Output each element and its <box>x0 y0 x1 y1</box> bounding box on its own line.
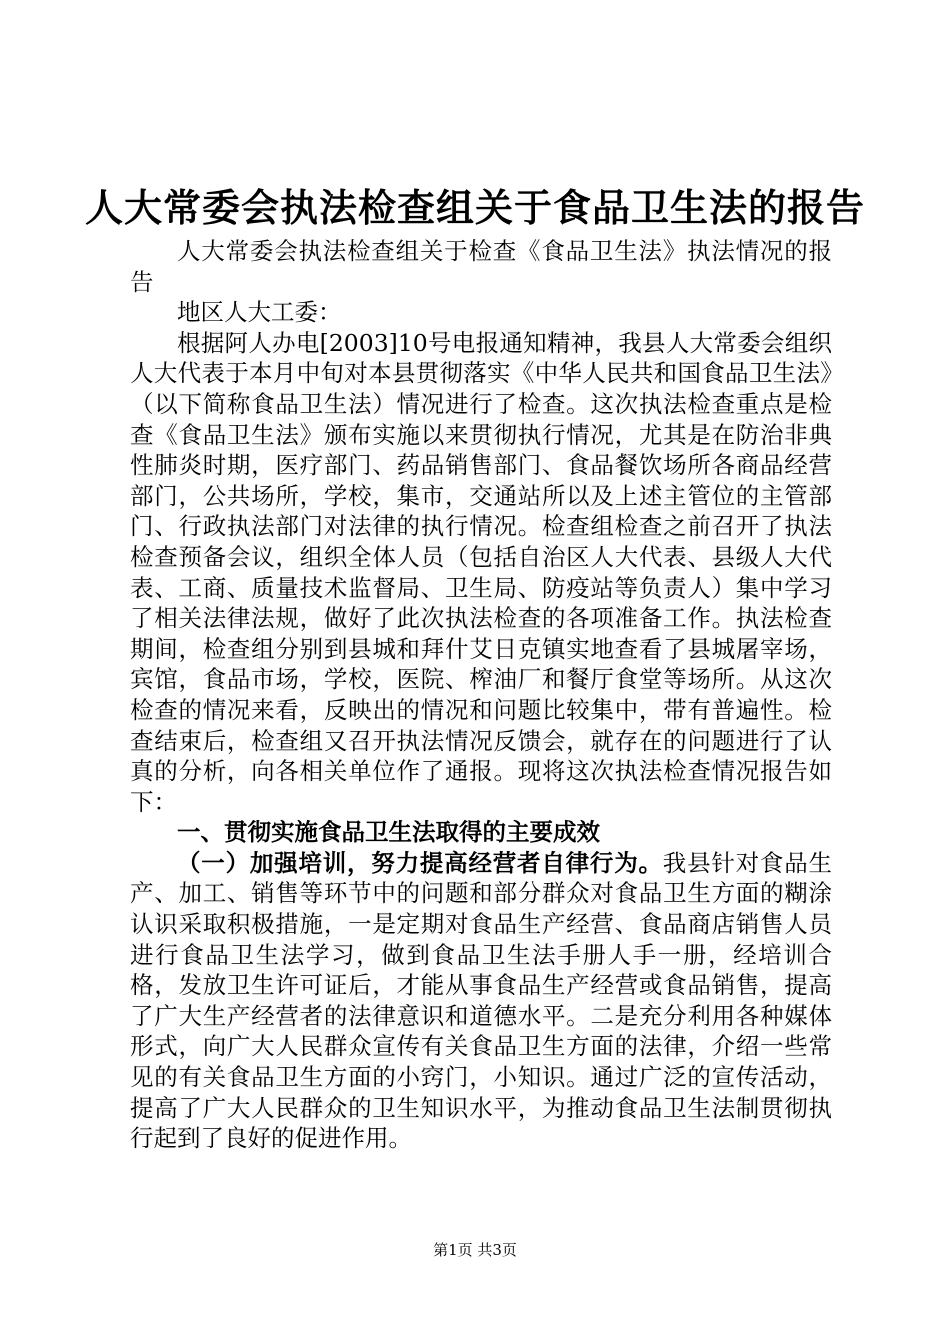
page-number-footer: 第1页 共3页 <box>433 1241 517 1259</box>
document-body <box>130 236 832 1154</box>
report-subtitle-paragraph: 人大常委会执法检查组关于检查《食品卫生法》执法情况的报告 <box>130 237 832 296</box>
addressee-paragraph: 地区人大工委： <box>177 298 342 327</box>
section-heading: 一、贯彻实施食品卫生法取得的主要成效 <box>177 818 600 847</box>
subsection-text: 我县针对食品生产、加工、销售等环节中的问题和部分群众对食品卫生方面的糊涂认识采取积极措施，一是定期对食品生产经营、食品商店销售人员进行食品卫生法学习，做到食品卫生法手册人手一册，经培训合格，发放卫生许可证后，才能从事食品生产经营或食品销售，提高了广大生产经营者的法律意识和道德水平。二是充分利用各种媒体形式，向广大人民群众宣传有关食品卫生方面的法律，介绍一些常见的有关食品卫生方面的小窍门，小知识。通过广泛的宣传活动，提高了广大人民群众的卫生知识水平，为推动食品卫生法制贯彻执行起到了良好的促进作用。 <box>130 848 833 1153</box>
document-title: 人大常委会执法检查组关于食品卫生法的报告 <box>84 185 865 230</box>
intro-paragraph: 根据阿人办电[2003]10号电报通知精神，我县人大常委会组织人大代表于本月中旬对本县贯彻落实《中华人民共和国食品卫生法》（以下简称食品卫生法）情况进行了检查。这次执法检查重点是检查《食品卫生法》颁布实施以来贯彻执行情况，尤其是在防治非典性肺炎时期，医疗部门、药品销售部门、食品餐饮场所各商品经营部门，公共场所，学校，集市，交通站所以及上述主管位的主管部门、行政执法部门对法律的执行情况。检查组检查之前召开了执法检查预备会议，组织全体人员（包括自治区人大代表、县级人大代表、工商、质量技术监督局、卫生局、防疫站等负责人）集中学习了相关法律法规，做好了此次执法检查的各项准备工作。执法检查期间，检查组分别到县城和拜什艾日克镇实地查看了县城屠宰场，宾馆，食品市场，学校，医院、榨油厂和餐厅食堂等场所。从这次检查的情况来看，反映出的情况和问题比较集中，带有普遍性。检查结束后，检查组又召开执法情况反馈会，就存在的问题进行了认真的分析，向各相关单位作了通报。现将这次执法检查情况报告如下： <box>130 328 832 816</box>
subsection-lead: （一）加强培训，努力提高经营者自律行为。 <box>177 848 663 877</box>
subsection-paragraph <box>130 848 832 1154</box>
